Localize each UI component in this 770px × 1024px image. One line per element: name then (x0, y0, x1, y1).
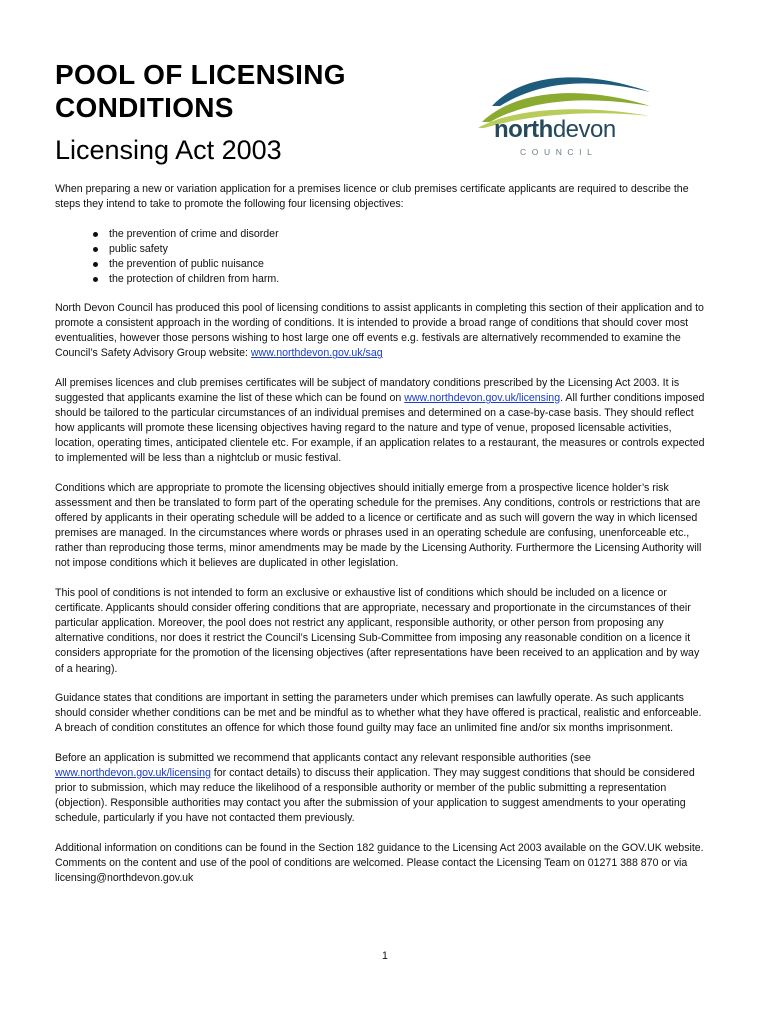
paragraph-3: Conditions which are appropriate to promote the licensing objectives should initially emerge from a prospective licence holder’s risk assessment and then be translated to form part of the operating schedule for the premises. Any conditions, controls or restrictions that are offered by applicants in their operating schedule will be added to a licence or certificate and as such will govern the way in which licensed premises are managed. In the circumstances where words or phrases used in an operating schedule are confusing, unenforceable etc., rather than reproducing those terms, minor amendments may be made by the Licensing Authority. Furthermore the Licensing Authority will not impose conditions which it believes are duplicated in other legislation. (55, 482, 702, 570)
page-number: 1 (382, 950, 388, 962)
paragraph-1-text: North Devon Council has produced this pool of licensing conditions to assist applicants in completing this section of their application and to promote a consistent approach in the wording of conditions. It is intended to provide a broad range of conditions that should cover most eventualities, however those persons wishing to host large one off events e.g. festivals are alternatively recommended to examine the Council’s Safety Advisory Group website: (55, 302, 704, 360)
list-item: the prevention of public nuisance (109, 257, 710, 272)
paragraph-2-text-before: All premises licences and club premises certificates will be subject of mandatory conditions prescribed by the Licensing Act 2003. It is suggested that applicants examine the list of these which can be found on (55, 376, 680, 405)
title-line-1: POOL OF LICENSING (55, 59, 346, 90)
page-title (55, 58, 346, 124)
list-item: public safety (109, 242, 710, 257)
paragraph-2 (55, 376, 710, 467)
document-body (55, 182, 710, 901)
paragraph-6-text-after: for contact details) to discuss their application. They may suggest conditions that should be considered prior to submission, which may reduce the likelihood of a responsible authority or member of the public submitting a representation (objection). Responsible authorities may contact you after the submission of your application to suggest amendments to your operating schedule, particularly if you have not contacted them previously. (55, 767, 695, 825)
paragraph-4: This pool of conditions is not intended to form an exclusive or exhaustive list of conditions which should be included on a licence or certificate. Applicants should consider offering conditions that are appropriate, necessary and proportionate in the circumstances of their particular application. Moreover, the pool does not restrict any applicant, responsible authority, or other person from proposing any alternative conditions, nor does it restrict the Council’s Licensing Sub-Committee from imposing any reasonable condition on a licence it considers appropriate for the promotion of the licensing objectives (after representations have been received to an application and by way of a hearing). (55, 587, 700, 675)
page-subtitle: Licensing Act 2003 (55, 135, 282, 165)
title-line-2: CONDITIONS (55, 92, 234, 123)
licensing-contact-link[interactable]: www.northdevon.gov.uk/licensing (55, 767, 211, 779)
logo-wordmark (494, 117, 616, 143)
logo-word-devon: devon (552, 116, 616, 143)
sag-website-link[interactable]: www.northdevon.gov.uk/sag (250, 347, 383, 360)
paragraph-7: Additional information on conditions can be found in the Section 182 guidance to the Licensing Act 2003 available on the GOV.UK website. Comments on the content and use of the pool of conditions are welcomed. Please contact the Licensing Team on 01271 388 870 or via licensing@northdevon.gov.uk (55, 841, 704, 885)
list-item: the prevention of crime and disorder (109, 227, 710, 242)
licensing-objectives-list (55, 227, 710, 287)
list-item: the protection of children from harm. (109, 272, 710, 287)
north-devon-council-logo (472, 70, 652, 162)
paragraph-6 (55, 751, 710, 826)
licensing-website-link[interactable]: www.northdevon.gov.uk/licensing (404, 392, 561, 405)
paragraph-2-text-after: . All further conditions imposed should be tailored to the particular circumstances of an individual premises and determined on a case-by-case basis. They should reflect how applicants will promote these licensing objectives having regard to the nature and type of venue, proposed licensable activities, location, operating times, anticipated clientele etc. For example, if an application relates to a restaurant, the measures or controls expected to implemented will be less than a nightclub or music festival. (55, 392, 705, 465)
logo-word-north: north (494, 116, 553, 143)
logo-council-text: COUNCIL (520, 147, 598, 157)
intro-paragraph: When preparing a new or variation application for a premises licence or club premises certificate applicants are required to describe the steps they intend to take to promote the following four licensing objectives: (55, 183, 689, 211)
paragraph-5: Guidance states that conditions are important in setting the parameters under which premises can lawfully operate. As such applicants should consider whether conditions can be met and be mindful as to whether what they have offered is practical, realistic and enforceable. A breach of condition constitutes an offence for which those found guilty may face an unlimited fine and/or six months imprisonment. (55, 692, 702, 735)
paragraph-6-text-before: Before an application is submitted we recommend that applicants contact any relevant responsible authorities (see (55, 751, 591, 764)
paragraph-1 (55, 301, 710, 361)
